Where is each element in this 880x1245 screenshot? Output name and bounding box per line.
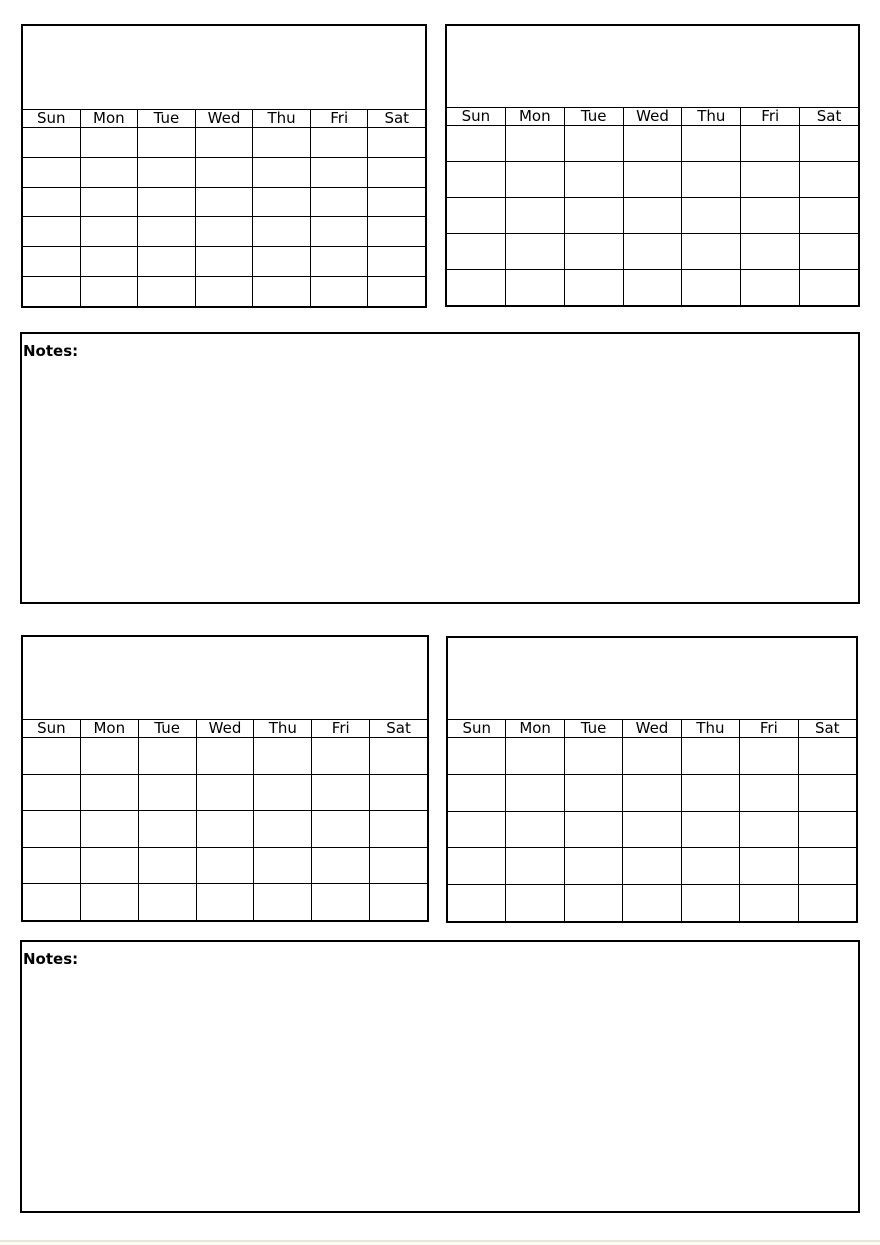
day-cell <box>624 126 683 161</box>
day-cell <box>368 217 425 246</box>
weekday-header-sat: Sat <box>384 110 410 127</box>
day-cell <box>139 811 197 847</box>
day-cell <box>565 270 624 305</box>
week-row <box>447 126 858 162</box>
day-cell <box>506 198 565 233</box>
week-row <box>23 217 425 247</box>
day-cell <box>197 848 255 884</box>
day-cell <box>196 128 254 157</box>
week-row <box>447 270 858 305</box>
day-cell <box>682 198 741 233</box>
day-cell <box>197 811 255 847</box>
day-cell <box>624 162 683 197</box>
day-cell <box>506 270 565 305</box>
day-cell <box>197 884 255 920</box>
day-cell <box>448 775 506 811</box>
weekday-header-sun: Sun <box>23 110 81 127</box>
week-row <box>23 775 427 812</box>
week-row <box>448 812 856 849</box>
day-cell <box>81 811 139 847</box>
calendar-title-area <box>447 26 858 108</box>
weekday-header-tue: Tue <box>138 110 196 127</box>
calendar-title-area <box>23 26 425 110</box>
weekday-header-fri: Fri <box>312 720 370 737</box>
day-cell <box>368 277 425 306</box>
day-cell <box>624 198 683 233</box>
day-cell <box>254 884 312 920</box>
calendar-grid <box>23 738 427 920</box>
day-cell <box>311 158 369 187</box>
calendar-month-4 <box>446 636 858 923</box>
day-cell <box>740 812 798 848</box>
day-cell <box>370 848 427 884</box>
week-row <box>23 158 425 188</box>
day-cell <box>196 158 254 187</box>
day-cell <box>138 217 196 246</box>
day-cell <box>253 188 311 217</box>
day-cell <box>81 217 139 246</box>
day-cell <box>741 162 800 197</box>
day-cell <box>800 126 858 161</box>
day-cell <box>138 158 196 187</box>
day-cell <box>196 217 254 246</box>
day-cell <box>139 738 197 774</box>
weekday-header-sat: Sat <box>816 108 842 125</box>
day-cell <box>800 270 858 305</box>
day-cell <box>799 848 856 884</box>
week-row <box>23 247 425 277</box>
week-row <box>447 162 858 198</box>
weekday-header-sat: Sat <box>386 720 411 737</box>
day-cell <box>138 277 196 306</box>
day-cell <box>506 162 565 197</box>
day-cell <box>682 270 741 305</box>
day-cell <box>448 885 506 921</box>
day-cell <box>370 738 427 774</box>
notes-section-2 <box>20 940 860 1213</box>
day-cell <box>682 738 740 774</box>
week-row <box>23 884 427 920</box>
page-bottom-divider <box>0 1240 880 1245</box>
day-cell <box>253 247 311 276</box>
weekday-header-sun: Sun <box>23 720 81 737</box>
day-cell <box>682 234 741 269</box>
day-cell <box>623 812 681 848</box>
day-cell <box>448 738 506 774</box>
day-cell <box>311 277 369 306</box>
calendar-grid <box>23 128 425 306</box>
day-cell <box>81 128 139 157</box>
day-cell <box>682 126 741 161</box>
day-cell <box>139 884 197 920</box>
week-row <box>23 811 427 848</box>
day-cell <box>682 848 740 884</box>
day-cell <box>506 885 564 921</box>
day-cell <box>81 247 139 276</box>
weekday-header-wed: Wed <box>624 108 683 125</box>
weekday-header-thu: Thu <box>254 720 312 737</box>
day-cell <box>799 775 856 811</box>
day-cell <box>565 848 623 884</box>
day-cell <box>741 198 800 233</box>
day-cell <box>682 812 740 848</box>
day-cell <box>23 848 81 884</box>
day-cell <box>623 775 681 811</box>
day-cell <box>565 812 623 848</box>
week-row <box>448 848 856 885</box>
week-row <box>448 885 856 921</box>
day-cell <box>740 848 798 884</box>
day-cell <box>253 158 311 187</box>
calendar-grid <box>448 738 856 921</box>
day-cell <box>139 775 197 811</box>
day-cell <box>253 217 311 246</box>
week-row <box>448 775 856 812</box>
day-cell <box>196 247 254 276</box>
weekday-header-thu: Thu <box>253 110 311 127</box>
day-cell <box>623 848 681 884</box>
week-row <box>23 848 427 885</box>
day-cell <box>254 738 312 774</box>
calendar-grid <box>447 126 858 305</box>
day-cell <box>800 198 858 233</box>
day-cell <box>196 277 254 306</box>
day-cell <box>565 234 624 269</box>
notes-label: Notes: <box>23 342 79 360</box>
notes-label: Notes: <box>23 950 79 968</box>
day-cell <box>81 884 139 920</box>
day-cell <box>81 158 139 187</box>
day-cell <box>624 270 683 305</box>
day-cell <box>311 247 369 276</box>
day-cell <box>623 738 681 774</box>
calendar-title-area <box>448 638 856 720</box>
day-cell <box>253 277 311 306</box>
weekday-header-row <box>23 720 427 738</box>
day-cell <box>565 738 623 774</box>
day-cell <box>81 848 139 884</box>
day-cell <box>312 884 370 920</box>
day-cell <box>23 277 81 306</box>
weekday-header-fri: Fri <box>740 720 798 737</box>
day-cell <box>81 775 139 811</box>
day-cell <box>138 247 196 276</box>
weekday-header-fri: Fri <box>741 108 800 125</box>
day-cell <box>741 126 800 161</box>
day-cell <box>254 775 312 811</box>
calendar-month-1 <box>21 24 427 308</box>
day-cell <box>312 775 370 811</box>
weekday-header-tue: Tue <box>565 720 623 737</box>
weekday-header-sat: Sat <box>814 720 840 737</box>
day-cell <box>23 217 81 246</box>
day-cell <box>448 812 506 848</box>
day-cell <box>741 270 800 305</box>
day-cell <box>312 738 370 774</box>
day-cell <box>447 126 506 161</box>
day-cell <box>23 884 81 920</box>
day-cell <box>448 848 506 884</box>
day-cell <box>311 188 369 217</box>
day-cell <box>23 775 81 811</box>
day-cell <box>370 775 427 811</box>
day-cell <box>368 188 425 217</box>
week-row <box>23 738 427 775</box>
day-cell <box>312 848 370 884</box>
weekday-header-thu: Thu <box>682 108 741 125</box>
day-cell <box>311 217 369 246</box>
weekday-header-row <box>23 110 425 128</box>
day-cell <box>197 775 255 811</box>
day-cell <box>311 128 369 157</box>
day-cell <box>799 738 856 774</box>
weekday-header-wed: Wed <box>197 720 255 737</box>
day-cell <box>565 885 623 921</box>
calendar-month-3 <box>21 635 429 922</box>
day-cell <box>447 270 506 305</box>
day-cell <box>447 234 506 269</box>
day-cell <box>565 775 623 811</box>
day-cell <box>368 158 425 187</box>
day-cell <box>800 162 858 197</box>
day-cell <box>565 162 624 197</box>
weekday-header-wed: Wed <box>623 720 681 737</box>
weekday-header-row <box>447 108 858 126</box>
weekday-header-sun: Sun <box>448 720 506 737</box>
weekday-header-tue: Tue <box>565 108 624 125</box>
day-cell <box>506 738 564 774</box>
day-cell <box>740 775 798 811</box>
day-cell <box>506 848 564 884</box>
day-cell <box>23 158 81 187</box>
day-cell <box>682 162 741 197</box>
weekday-header-row <box>448 720 856 738</box>
week-row <box>448 738 856 775</box>
day-cell <box>81 188 139 217</box>
day-cell <box>565 126 624 161</box>
weekday-header-mon: Mon <box>506 720 564 737</box>
week-row <box>23 188 425 218</box>
day-cell <box>624 234 683 269</box>
week-row <box>23 277 425 306</box>
day-cell <box>506 812 564 848</box>
day-cell <box>138 188 196 217</box>
calendar-month-2 <box>445 24 860 307</box>
day-cell <box>740 885 798 921</box>
weekday-header-fri: Fri <box>311 110 369 127</box>
day-cell <box>370 811 427 847</box>
weekday-header-mon: Mon <box>506 108 565 125</box>
day-cell <box>741 234 800 269</box>
day-cell <box>23 188 81 217</box>
week-row <box>23 128 425 158</box>
day-cell <box>138 128 196 157</box>
day-cell <box>623 885 681 921</box>
day-cell <box>506 234 565 269</box>
day-cell <box>253 128 311 157</box>
day-cell <box>81 277 139 306</box>
day-cell <box>447 162 506 197</box>
weekday-header-tue: Tue <box>139 720 197 737</box>
weekday-header-mon: Mon <box>81 720 139 737</box>
week-row <box>447 198 858 234</box>
day-cell <box>799 812 856 848</box>
day-cell <box>254 811 312 847</box>
day-cell <box>254 848 312 884</box>
day-cell <box>370 884 427 920</box>
calendar-title-area <box>23 637 427 720</box>
day-cell <box>81 738 139 774</box>
day-cell <box>368 247 425 276</box>
day-cell <box>197 738 255 774</box>
day-cell <box>23 811 81 847</box>
day-cell <box>682 775 740 811</box>
day-cell <box>139 848 197 884</box>
day-cell <box>368 128 425 157</box>
week-row <box>447 234 858 270</box>
notes-section-1 <box>20 332 860 604</box>
day-cell <box>312 811 370 847</box>
day-cell <box>799 885 856 921</box>
weekday-header-wed: Wed <box>196 110 254 127</box>
day-cell <box>447 198 506 233</box>
weekday-header-sun: Sun <box>447 108 506 125</box>
weekday-header-mon: Mon <box>81 110 139 127</box>
day-cell <box>196 188 254 217</box>
day-cell <box>800 234 858 269</box>
day-cell <box>506 126 565 161</box>
day-cell <box>23 738 81 774</box>
day-cell <box>23 128 81 157</box>
day-cell <box>740 738 798 774</box>
day-cell <box>506 775 564 811</box>
day-cell <box>565 198 624 233</box>
weekday-header-thu: Thu <box>682 720 740 737</box>
day-cell <box>23 247 81 276</box>
day-cell <box>682 885 740 921</box>
